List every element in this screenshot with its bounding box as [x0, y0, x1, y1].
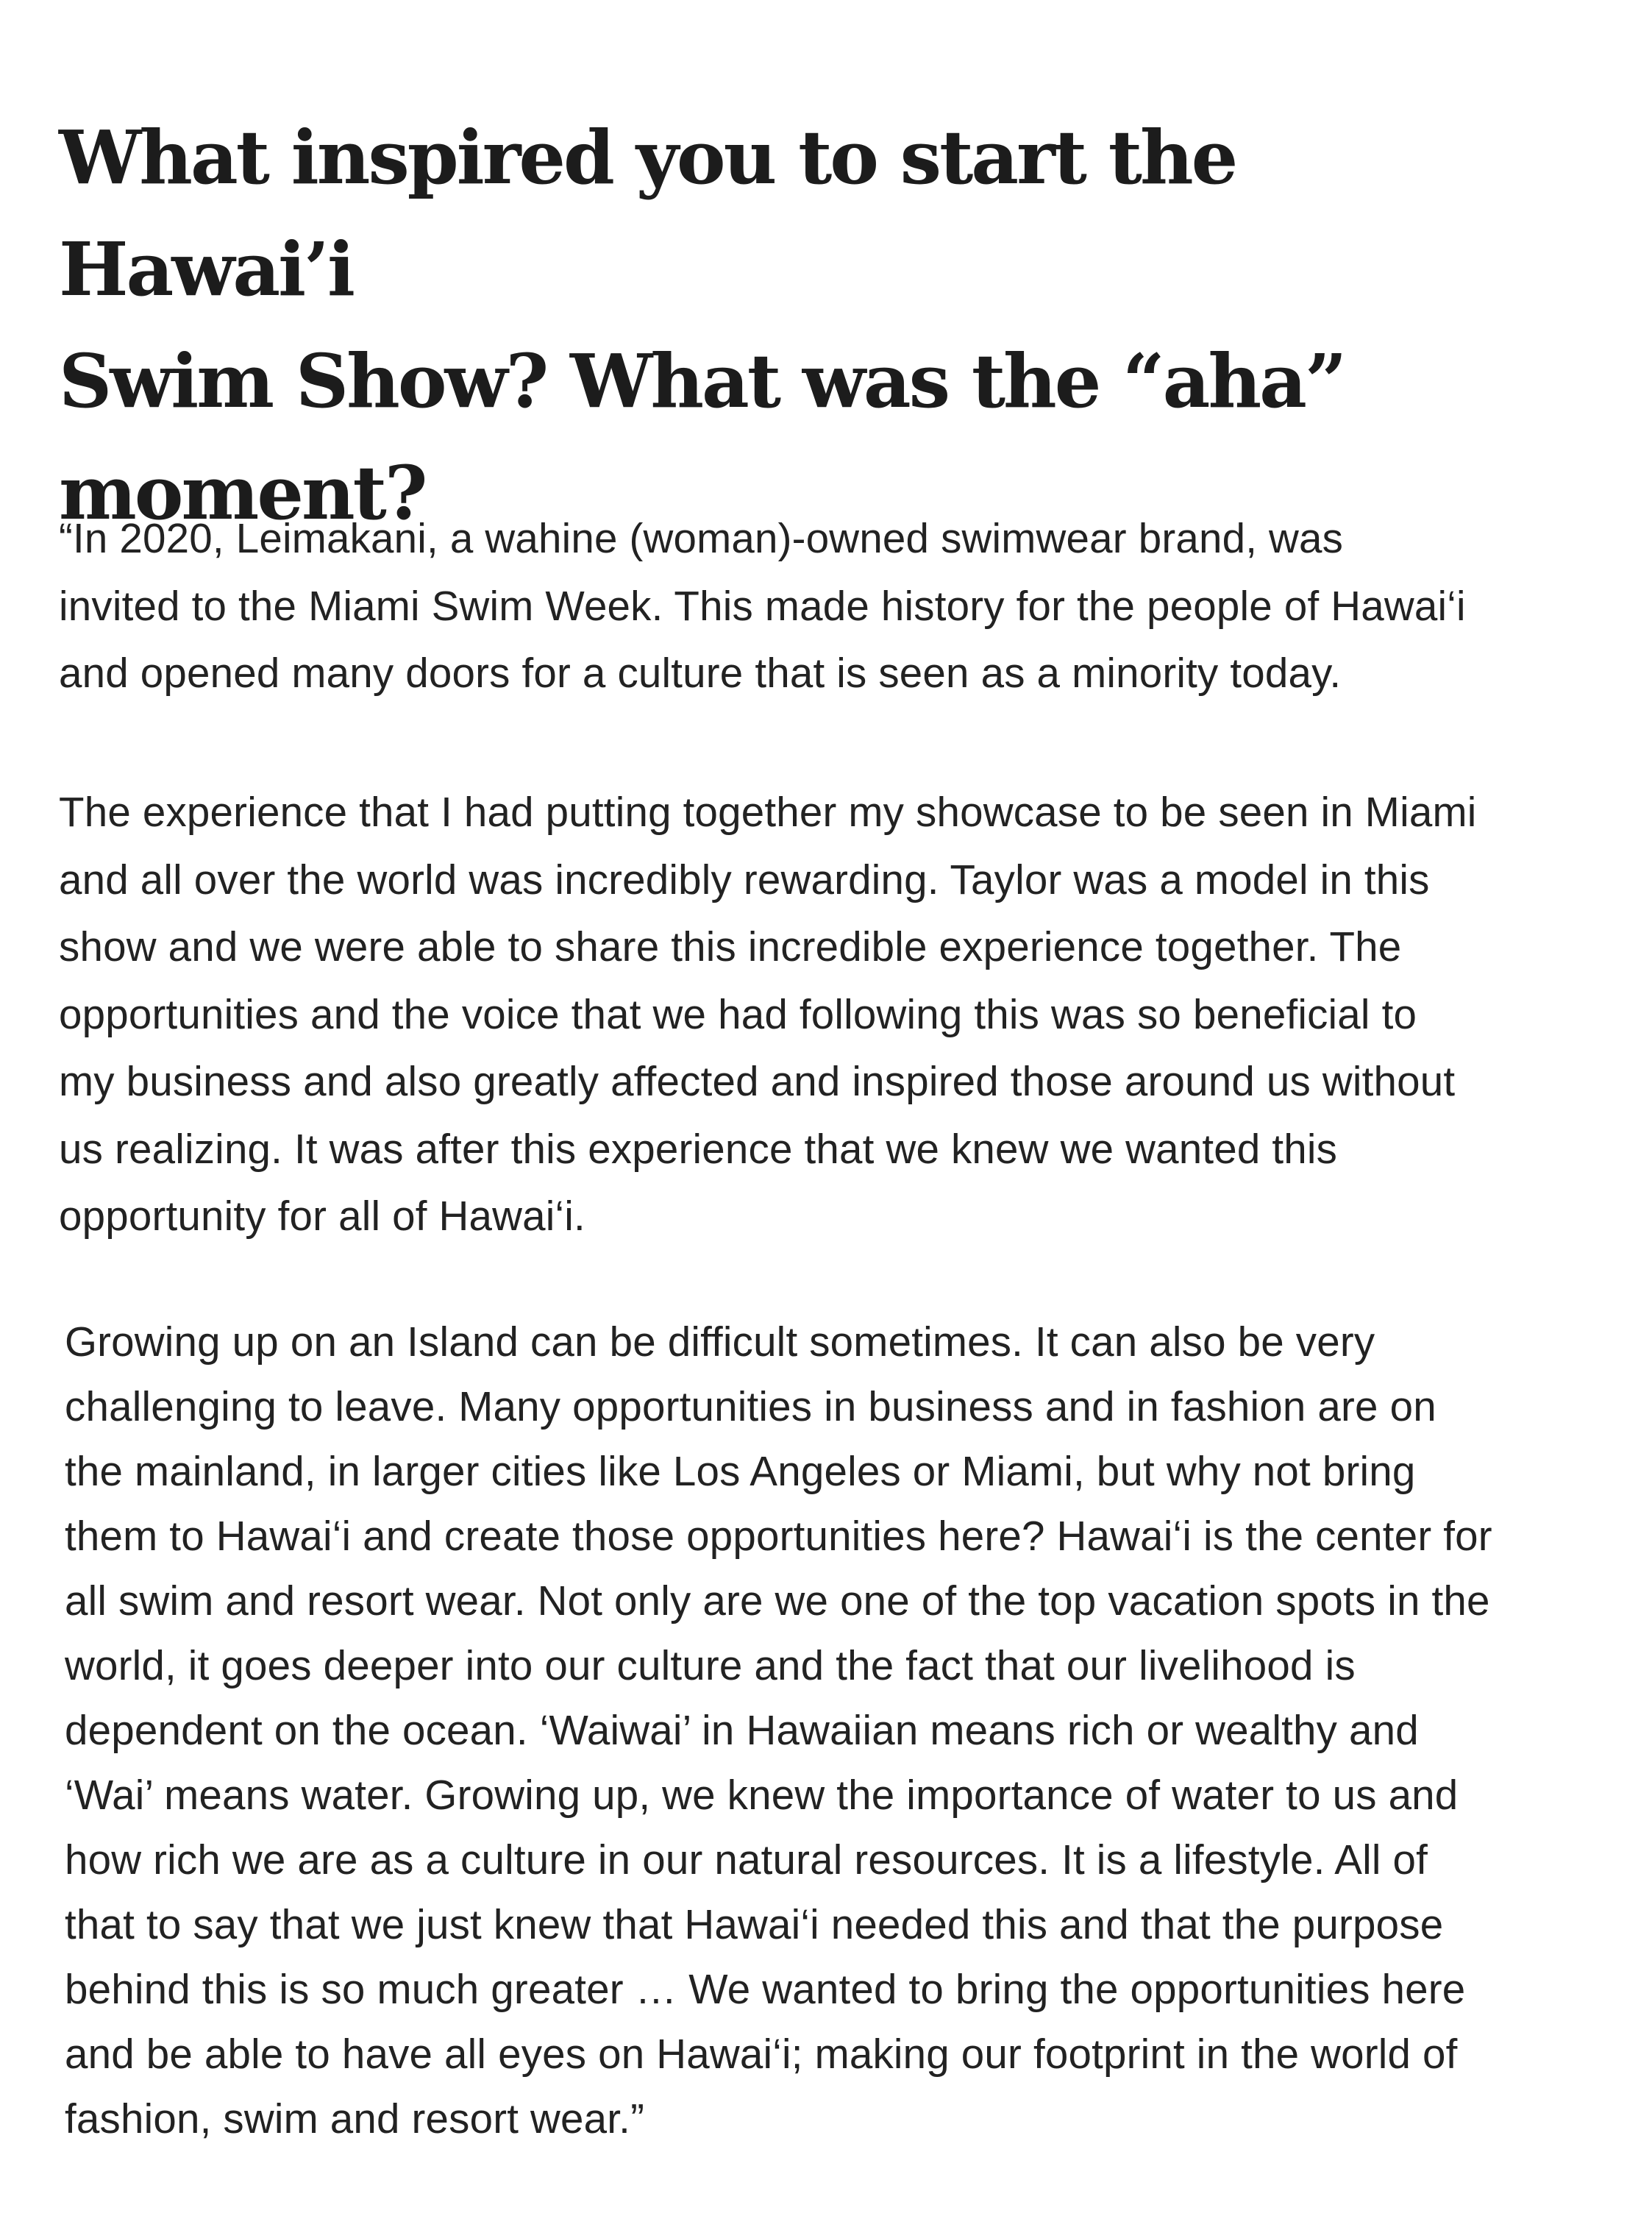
- paragraph-line: opportunity for all of Hawai‘i.: [59, 1193, 585, 1239]
- paragraph-line: and opened many doors for a culture that is seen as a minority today.: [59, 650, 1342, 696]
- paragraph-line: us realizing. It was after this experience that we knew we wanted this: [59, 1125, 1338, 1172]
- paragraph-experience: [59, 778, 1476, 1250]
- paragraph-line: show and we were able to share this incredible experience together. The: [59, 923, 1402, 970]
- article-heading: [59, 102, 1530, 549]
- paragraph-line: fashion, swim and resort wear.”: [65, 2095, 645, 2142]
- paragraph-line: ‘Wai’ means water. Growing up, we knew the importance of water to us and: [65, 1772, 1459, 1818]
- heading-line: What inspired you to start the Hawai’i: [59, 114, 1236, 313]
- paragraph-line: them to Hawai‘i and create those opportunities here? Hawai‘i is the center for: [65, 1513, 1492, 1559]
- paragraph-line: invited to the Miami Swim Week. This made history for the people of Hawai‘i: [59, 582, 1466, 629]
- paragraph-line: “In 2020, Leimakani, a wahine (woman)-owned swimwear brand, was: [59, 515, 1344, 561]
- paragraph-line: that to say that we just knew that Hawai‘i needed this and that the purpose: [65, 1901, 1444, 1947]
- paragraph-intro: [59, 505, 1466, 707]
- paragraph-line: challenging to leave. Many opportunities in business and in fashion are on: [65, 1383, 1436, 1430]
- heading-line: moment?: [59, 450, 426, 536]
- paragraph-line: my business and also greatly affected and inspired those around us without: [59, 1058, 1456, 1104]
- paragraph-line: and be able to have all eyes on Hawai‘i; making our footprint in the world of: [65, 2031, 1458, 2077]
- paragraph-line: the mainland, in larger cities like Los Angeles or Miami, but why not bring: [65, 1448, 1416, 1494]
- paragraph-line: dependent on the ocean. ‘Waiwai’ in Hawaiian means rich or wealthy and: [65, 1707, 1419, 1753]
- paragraph-line: Growing up on an Island can be difficult sometimes. It can also be very: [65, 1318, 1375, 1365]
- paragraph-island: [65, 1310, 1492, 2151]
- paragraph-line: opportunities and the voice that we had following this was so beneficial to: [59, 990, 1417, 1037]
- paragraph-line: behind this is so much greater … We wanted to bring the opportunities here: [65, 1966, 1466, 2012]
- paragraph-line: how rich we are as a culture in our natural resources. It is a lifestyle. All of: [65, 1836, 1428, 1883]
- heading-line: Swim Show? What was the “aha”: [59, 338, 1345, 425]
- paragraph-line: all swim and resort wear. Not only are we one of the top vacation spots in the: [65, 1577, 1490, 1624]
- paragraph-line: and all over the world was incredibly rewarding. Taylor was a model in this: [59, 856, 1430, 903]
- paragraph-line: world, it goes deeper into our culture and the fact that our livelihood is: [65, 1642, 1356, 1689]
- paragraph-line: The experience that I had putting together my showcase to be seen in Miami: [59, 789, 1477, 835]
